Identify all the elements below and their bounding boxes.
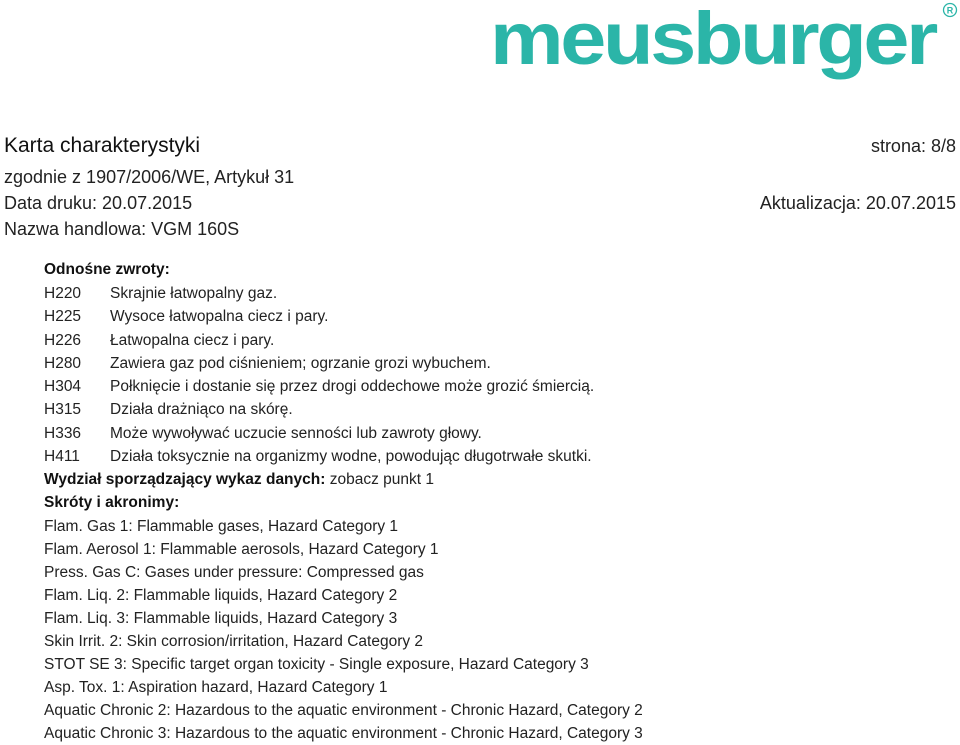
hazard-text: Może wywoływać uczucie senności lub zawroty głowy. <box>110 424 482 442</box>
hazard-code: H220 <box>44 285 82 302</box>
hazard-statement-row <box>44 445 944 468</box>
hazard-statement-row <box>44 305 944 328</box>
update-date: Aktualizacja: 20.07.2015 <box>759 193 956 213</box>
abbreviation-item: Aquatic Chronic 3: Hazardous to the aquatic environment - Chronic Hazard, Category 3 <box>44 725 643 743</box>
abbreviation-item: Flam. Aerosol 1: Flammable aerosols, Hazard Category 1 <box>44 541 439 559</box>
svg-text:R: R <box>946 5 954 16</box>
hazard-statement-row <box>44 282 944 305</box>
abbreviation-item: Flam. Liq. 2: Flammable liquids, Hazard Category 2 <box>44 587 398 605</box>
hazard-code: H304 <box>44 378 82 396</box>
hazard-code: H336 <box>44 424 82 442</box>
hazard-text: Działa toksycznie na organizmy wodne, powodując długotrwałe skutki. <box>110 448 592 466</box>
hazard-text: Wysoce łatwopalna ciecz i pary. <box>110 308 329 326</box>
hazard-statement-row <box>44 375 944 398</box>
abbreviation-item: Aquatic Chronic 2: Hazardous to the aquatic environment - Chronic Hazard, Category 2 <box>44 702 643 720</box>
hazard-code: H280 <box>44 354 82 372</box>
trade-name: Nazwa handlowa: VGM 160S <box>4 219 240 239</box>
hazard-code: H226 <box>44 331 82 349</box>
hazard-statement-row <box>44 352 944 375</box>
abbreviation-item: Skin Irrit. 2: Skin corrosion/irritation, Hazard Category 2 <box>44 633 424 651</box>
company-logo <box>488 0 960 86</box>
abbreviation-item: Press. Gas C: Gases under pressure: Compressed gas <box>44 564 424 582</box>
document-title: Karta charakterystyki <box>4 134 201 157</box>
department-line <box>44 468 944 491</box>
department-label: Wydział sporządzający wykaz danych: <box>44 471 326 489</box>
abbreviation-item: Asp. Tox. 1: Aspiration hazard, Hazard Category 1 <box>44 679 388 697</box>
regulation-line: zgodnie z 1907/2006/WE, Artykuł 31 <box>4 167 295 187</box>
hazard-code: H315 <box>44 401 82 419</box>
abbreviation-item: Flam. Liq. 3: Flammable liquids, Hazard Category 3 <box>44 610 398 628</box>
abbreviation-item: STOT SE 3: Specific target organ toxicity - Single exposure, Hazard Category 3 <box>44 656 589 674</box>
hazard-code: H411 <box>44 448 80 466</box>
page-number: strona: 8/8 <box>870 136 956 156</box>
document-body <box>44 258 944 745</box>
abbreviations-list <box>44 515 944 745</box>
phrases-list <box>44 282 944 468</box>
abbreviations-heading: Skróty i akronimy: <box>44 494 180 512</box>
document-header <box>4 134 956 242</box>
hazard-text: Działa drażniąco na skórę. <box>110 401 293 419</box>
print-date: Data druku: 20.07.2015 <box>4 193 193 213</box>
hazard-statement-row <box>44 398 944 421</box>
phrases-heading: Odnośne zwroty: <box>44 261 170 278</box>
hazard-text: Zawiera gaz pod ciśnieniem; ogrzanie grozi wybuchem. <box>110 354 491 372</box>
hazard-text: Połknięcie i dostanie się przez drogi oddechowe może grozić śmiercią. <box>110 378 595 396</box>
hazard-code: H225 <box>44 308 82 326</box>
hazard-statement-row <box>44 329 944 352</box>
department-value: zobacz punkt 1 <box>329 471 434 489</box>
svg-text:meusburger: meusburger <box>490 0 938 80</box>
abbreviation-item: Flam. Gas 1: Flammable gases, Hazard Category 1 <box>44 518 399 536</box>
hazard-statement-row <box>44 422 944 445</box>
hazard-text: Skrajnie łatwopalny gaz. <box>110 285 278 302</box>
hazard-text: Łatwopalna ciecz i pary. <box>110 331 275 349</box>
